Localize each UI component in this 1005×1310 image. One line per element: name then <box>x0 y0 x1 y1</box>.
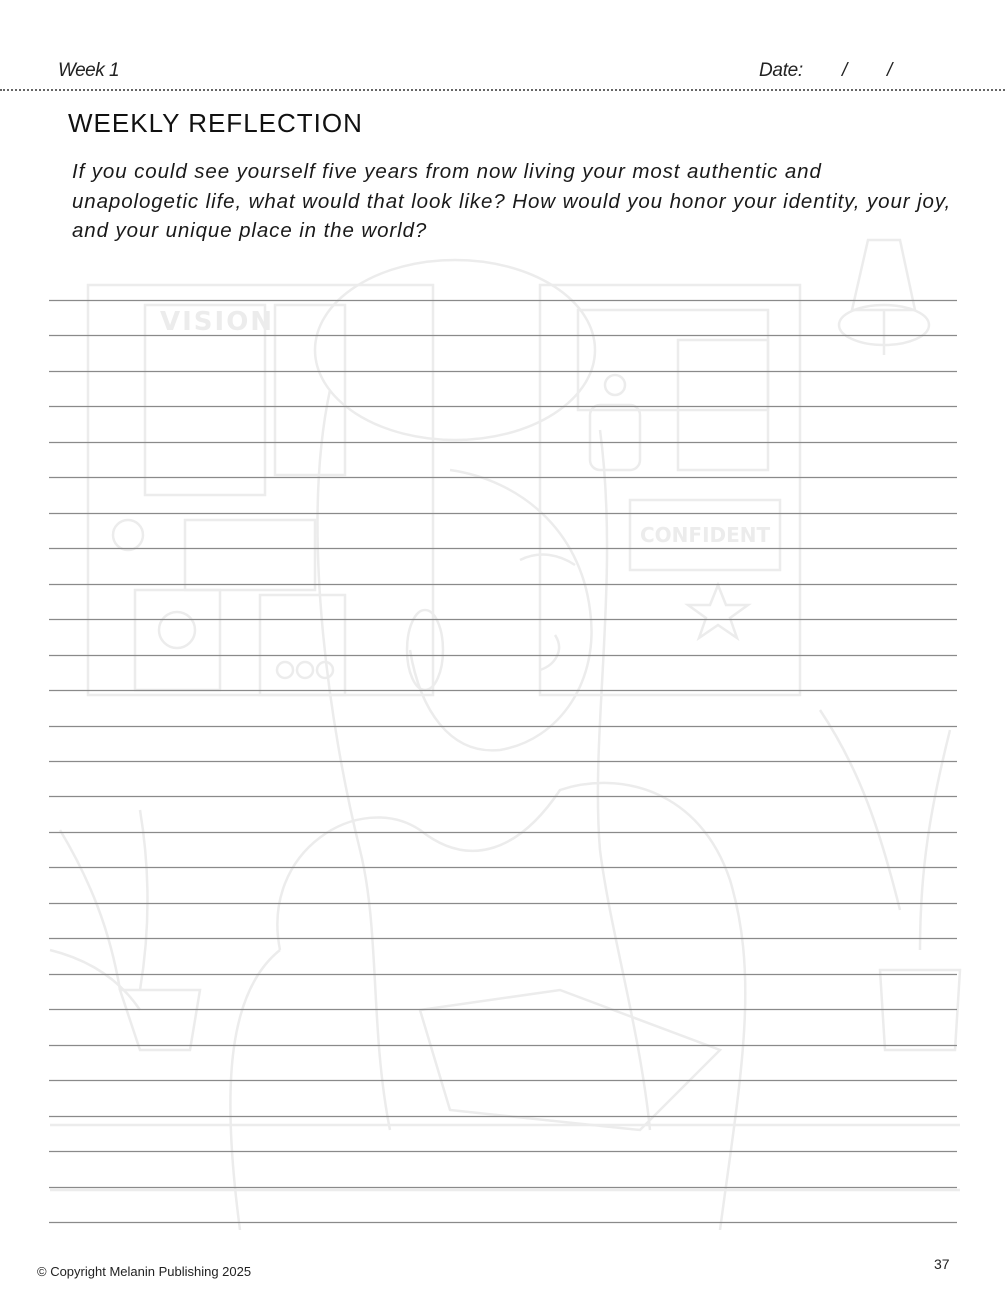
week-label: Week 1 <box>58 60 120 81</box>
page-number: 37 <box>934 1256 950 1272</box>
confident-lettering: CONFIDENT <box>640 523 771 547</box>
date-label: Date: <box>759 60 803 81</box>
vision-lettering: VISION <box>160 307 275 337</box>
reflection-prompt: If you could see yourself five years from now living your most authentic and unapologetic life, what would that look like? How would you honor your identity, your joy, and your unique place in the world? <box>72 160 952 242</box>
date-separator-2: / <box>887 60 893 81</box>
date-separator-1: / <box>842 60 848 81</box>
copyright-notice: © Copyright Melanin Publishing 2025 <box>37 1264 252 1279</box>
page-title: WEEKLY REFLECTION <box>68 108 363 138</box>
